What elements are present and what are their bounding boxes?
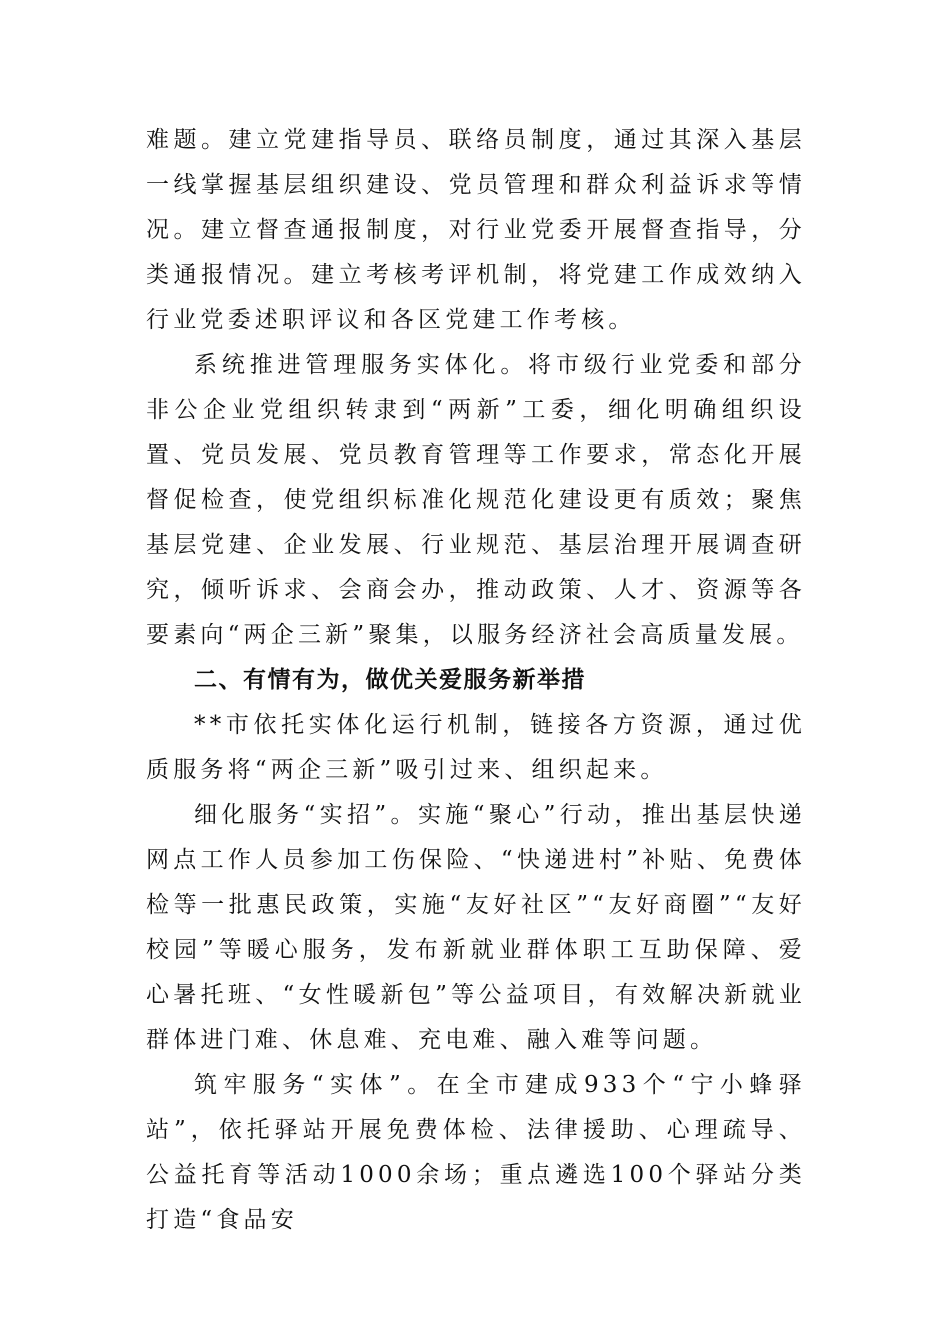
document-body bbox=[146, 118, 806, 1243]
section-heading: 二、有情有为，做优关爱服务新举措 bbox=[194, 667, 586, 693]
paragraph-management-service: 系统推进管理服务实体化。将市级行业党委和部分非公企业党组织转隶到“两新”工委，细化明确组织设置、党员发展、党员教育管理等工作要求，常态化开展督促检查，使党组织标准化规范化建设更有质效；聚焦基层党建、企业发展、行业规范、基层治理开展调查研究，倾听诉求、会商会办，推动政策、人才、资源等各要素向“两企三新”聚集，以服务经济社会高质量发展。 bbox=[146, 352, 806, 648]
paragraph-service-stations: 筑牢服务“实体”。在全市建成933个“宁小蜂驿站”，依托驿站开展免费体检、法律援助、心理疏导、公益托育等活动1000余场；重点遴选100个驿站分类打造“食品安 bbox=[146, 1072, 806, 1233]
paragraph-service-measures: 细化服务“实招”。实施“聚心”行动，推出基层快递网点工作人员参加工伤保险、“快递进村”补贴、免费体检等一批惠民政策，实施“友好社区”“友好商圈”“友好校园”等暖心服务，发布新就业群体职工互助保障、爱心暑托班、“女性暖新包”等公益项目，有效解决新就业群体进门难、休息难、充电难、融入难等问题。 bbox=[146, 802, 806, 1053]
paragraph-section-intro: **市依托实体化运行机制，链接各方资源，通过优质服务将“两企三新”吸引过来、组织起来。 bbox=[146, 712, 806, 783]
paragraph-oversight-mechanisms: 难题。建立党建指导员、联络员制度，通过其深入基层一线掌握基层组织建设、党员管理和群众利益诉求等情况。建立督查通报制度，对行业党委开展督查指导，分类通报情况。建立考核考评机制，将党建工作成效纳入行业党委述职评议和各区党建工作考核。 bbox=[146, 127, 806, 333]
